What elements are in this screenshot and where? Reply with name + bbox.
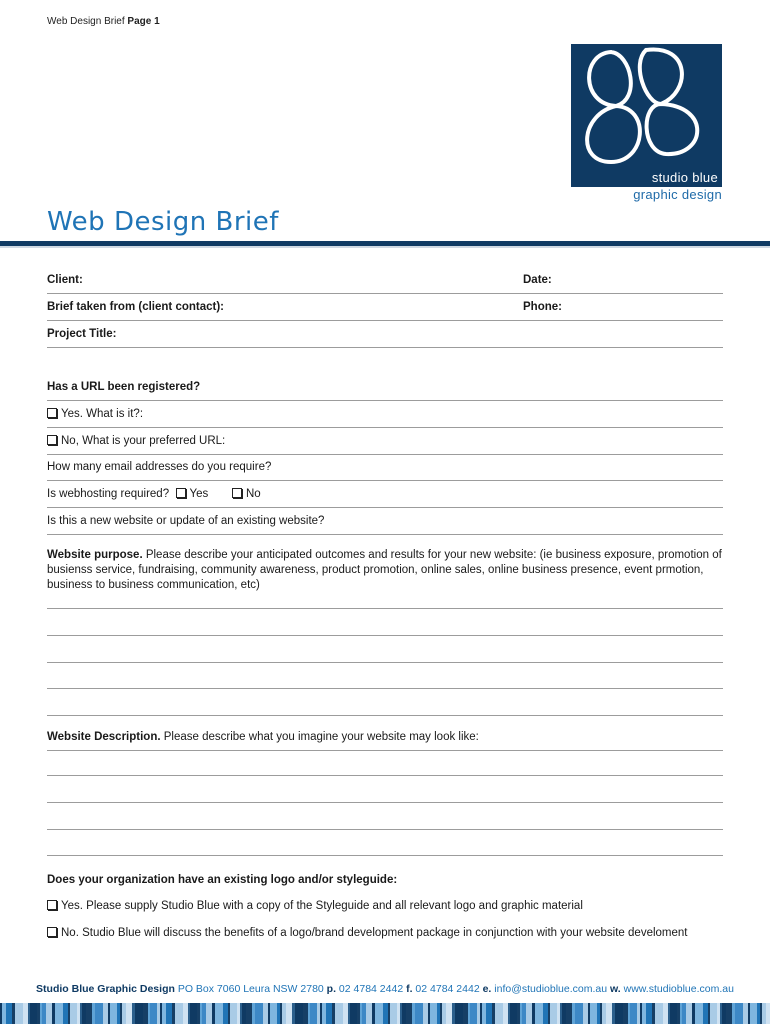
header-prefix: Web Design Brief — [47, 16, 128, 27]
stripe — [710, 1003, 717, 1024]
description-line[interactable] — [47, 855, 723, 856]
stripe — [510, 1003, 517, 1024]
logo-heading-text: Does your organization have an existing logo and/or styleguide: — [47, 874, 398, 886]
page-title: Web Design Brief — [47, 207, 279, 237]
stripe — [717, 1003, 720, 1024]
stripe — [343, 1003, 348, 1024]
stripe — [108, 1003, 110, 1024]
logo-yes-item[interactable] — [47, 899, 723, 914]
logo-yes-text: Yes. Please supply Studio Blue with a copy of the Styleguide and all relevant logo and graphic material — [61, 900, 583, 912]
project-title-row[interactable] — [47, 325, 723, 348]
brief-taken-label: Brief taken from (client contact): — [47, 301, 224, 313]
stripe — [68, 1003, 70, 1024]
stripe — [82, 1003, 86, 1024]
stripe — [646, 1003, 652, 1024]
stripe — [63, 1003, 68, 1024]
stripe — [606, 1003, 612, 1024]
stripe — [686, 1003, 692, 1024]
url-no-row[interactable] — [47, 432, 723, 455]
stripe — [286, 1003, 292, 1024]
stripe — [357, 1003, 360, 1024]
client-row[interactable] — [47, 271, 723, 294]
stripe — [390, 1003, 397, 1024]
stripe — [12, 1003, 15, 1024]
stripe — [440, 1003, 442, 1024]
footer-w-label: w. — [610, 983, 621, 995]
stripe — [566, 1003, 572, 1024]
stripe — [560, 1003, 562, 1024]
stripe — [317, 1003, 320, 1024]
stripe — [630, 1003, 637, 1024]
stripe — [360, 1003, 362, 1024]
purpose-line[interactable] — [47, 608, 723, 609]
stripe — [412, 1003, 415, 1024]
stripe — [132, 1003, 135, 1024]
stripe — [30, 1003, 37, 1024]
stripe — [437, 1003, 440, 1024]
footer-company: Studio Blue Graphic Design — [36, 983, 175, 995]
url-heading: Has a URL been registered? — [47, 381, 201, 393]
stripe — [197, 1003, 200, 1024]
stripe — [55, 1003, 63, 1024]
stripe — [652, 1003, 655, 1024]
stripe — [522, 1003, 526, 1024]
new-site-question: Is this a new website or update of an existing website? — [47, 515, 325, 527]
stripe — [46, 1003, 52, 1024]
stripe — [183, 1003, 188, 1024]
purpose-paragraph — [47, 548, 723, 593]
stripe — [663, 1003, 668, 1024]
stripe — [520, 1003, 522, 1024]
url-no-label: No, What is your preferred URL: — [61, 435, 226, 447]
title-rule-shadow — [0, 246, 770, 248]
stripe — [126, 1003, 132, 1024]
stripe — [200, 1003, 202, 1024]
stripe — [252, 1003, 255, 1024]
webhosting-row[interactable] — [47, 485, 723, 508]
url-heading-row — [47, 378, 723, 401]
new-site-row[interactable] — [47, 512, 723, 535]
stripe — [562, 1003, 566, 1024]
stripe — [295, 1003, 303, 1024]
stripe — [535, 1003, 543, 1024]
stripe — [23, 1003, 28, 1024]
stripe — [762, 1003, 766, 1024]
stripe — [468, 1003, 470, 1024]
stripe — [446, 1003, 452, 1024]
stripe — [148, 1003, 150, 1024]
stripe — [166, 1003, 172, 1024]
page-header — [47, 16, 160, 27]
stripe — [548, 1003, 550, 1024]
stripe — [52, 1003, 55, 1024]
stripe — [240, 1003, 242, 1024]
stripe — [602, 1003, 606, 1024]
logo-heading — [47, 873, 723, 888]
stripe — [246, 1003, 252, 1024]
stripe — [757, 1003, 760, 1024]
stripe — [406, 1003, 412, 1024]
studio-blue-logo — [571, 44, 722, 187]
stripe — [692, 1003, 695, 1024]
email-question: How many email addresses do you require? — [47, 461, 272, 473]
stripe — [117, 1003, 120, 1024]
description-label: Website Description. — [47, 731, 161, 743]
header-page: Page 1 — [127, 16, 160, 27]
stripe — [310, 1003, 317, 1024]
stripe — [492, 1003, 495, 1024]
stripe — [720, 1003, 722, 1024]
stripe — [37, 1003, 40, 1024]
stripe — [677, 1003, 680, 1024]
footer-fax: 02 4784 2442 — [412, 983, 483, 995]
webhosting-yes: Yes — [189, 488, 209, 500]
stripe — [480, 1003, 482, 1024]
stripe — [670, 1003, 677, 1024]
phone-label: Phone: — [523, 301, 562, 313]
stripe — [335, 1003, 343, 1024]
stripe — [517, 1003, 520, 1024]
stripe — [726, 1003, 732, 1024]
stripe — [732, 1003, 735, 1024]
checkbox-icon[interactable] — [47, 435, 57, 445]
stripe — [668, 1003, 670, 1024]
stripe — [303, 1003, 308, 1024]
stripe — [228, 1003, 230, 1024]
stripe — [42, 1003, 46, 1024]
footer-website[interactable]: www.studioblue.com.au — [620, 983, 734, 995]
stripe — [680, 1003, 682, 1024]
stripe — [362, 1003, 366, 1024]
stripe — [223, 1003, 228, 1024]
purpose-line[interactable] — [47, 662, 723, 663]
stripe — [157, 1003, 160, 1024]
url-yes-row[interactable] — [47, 405, 723, 428]
stripe — [600, 1003, 602, 1024]
date-label: Date: — [523, 274, 552, 286]
stripe — [160, 1003, 162, 1024]
stripe — [695, 1003, 703, 1024]
stripe — [270, 1003, 277, 1024]
purpose-text: Please describe your anticipated outcomes and results for your new website: (ie business exposure, promotion of busienss service, fundraising, community awareness, product promotion, online sales, online business presence, event prmotion, business to business communication, etc) — [47, 549, 722, 591]
stripe — [550, 1003, 557, 1024]
stripe — [495, 1003, 503, 1024]
stripe — [655, 1003, 663, 1024]
stripe — [242, 1003, 246, 1024]
brief-taken-row[interactable] — [47, 298, 723, 321]
footer-stripe-band — [0, 1003, 770, 1024]
stripe — [282, 1003, 286, 1024]
stripe — [202, 1003, 206, 1024]
stripe — [190, 1003, 197, 1024]
stripe — [640, 1003, 642, 1024]
stripe — [332, 1003, 335, 1024]
stripe — [415, 1003, 423, 1024]
stripe — [77, 1003, 80, 1024]
client-label: Client: — [47, 274, 83, 286]
stripe — [590, 1003, 597, 1024]
stripe — [682, 1003, 686, 1024]
stripe — [15, 1003, 23, 1024]
stripe — [175, 1003, 183, 1024]
stripe — [255, 1003, 263, 1024]
stripe — [268, 1003, 270, 1024]
stripe — [322, 1003, 326, 1024]
stripe — [350, 1003, 357, 1024]
stripe — [452, 1003, 455, 1024]
stripe — [70, 1003, 77, 1024]
stripe — [143, 1003, 148, 1024]
purpose-line[interactable] — [47, 635, 723, 636]
purpose-label: Website purpose. — [47, 549, 143, 561]
stripe — [375, 1003, 383, 1024]
stripe — [588, 1003, 590, 1024]
stripe — [28, 1003, 30, 1024]
logo-no-item[interactable] — [47, 926, 723, 941]
logo-no-text: No. Studio Blue will discuss the benefits of a logo/brand development package in conjunction with your website develoment — [61, 927, 688, 939]
stripe — [583, 1003, 588, 1024]
stripe — [6, 1003, 12, 1024]
stripe — [526, 1003, 532, 1024]
stripe — [0, 1003, 2, 1024]
logo-text-studio-blue: studio blue — [651, 170, 718, 185]
stripe — [326, 1003, 332, 1024]
stripe — [103, 1003, 108, 1024]
stripe — [486, 1003, 492, 1024]
checkbox-icon[interactable] — [47, 900, 57, 910]
stripe — [162, 1003, 166, 1024]
footer-phone: 02 4784 2442 — [336, 983, 407, 995]
stripe — [122, 1003, 126, 1024]
stripe — [110, 1003, 117, 1024]
stripe — [748, 1003, 750, 1024]
checkbox-icon[interactable] — [232, 488, 242, 498]
stripe — [750, 1003, 757, 1024]
description-line[interactable] — [47, 802, 723, 803]
stripe — [430, 1003, 437, 1024]
stripe — [80, 1003, 82, 1024]
stripe — [188, 1003, 190, 1024]
stripe — [40, 1003, 42, 1024]
stripe — [532, 1003, 535, 1024]
stripe — [637, 1003, 640, 1024]
stripe — [92, 1003, 95, 1024]
stripe — [597, 1003, 600, 1024]
stripe — [543, 1003, 548, 1024]
purpose-line[interactable] — [47, 715, 723, 716]
stripe — [277, 1003, 280, 1024]
stripe — [2, 1003, 6, 1024]
stripe — [212, 1003, 215, 1024]
checkbox-icon[interactable] — [176, 488, 186, 498]
stripe — [423, 1003, 428, 1024]
stripe — [760, 1003, 762, 1024]
stripe — [135, 1003, 143, 1024]
footer-contact — [0, 983, 770, 995]
webhosting-no: No — [246, 488, 261, 500]
stripe — [86, 1003, 92, 1024]
stripe — [503, 1003, 508, 1024]
stripe — [628, 1003, 630, 1024]
stripe — [308, 1003, 310, 1024]
stripe — [348, 1003, 350, 1024]
stripe — [215, 1003, 223, 1024]
webhosting-question: Is webhosting required? — [47, 488, 170, 500]
stripe — [280, 1003, 282, 1024]
stripe — [388, 1003, 390, 1024]
stripe — [292, 1003, 295, 1024]
checkbox-icon[interactable] — [47, 927, 57, 937]
stripe — [623, 1003, 628, 1024]
stripe — [400, 1003, 402, 1024]
url-yes-label: Yes. What is it?: — [61, 408, 144, 420]
logo-monogram — [571, 44, 722, 187]
stripe — [463, 1003, 468, 1024]
stripe — [366, 1003, 372, 1024]
description-text: Please describe what you imagine your website may look like: — [160, 731, 479, 743]
stripe — [120, 1003, 122, 1024]
footer-address: PO Box 7060 Leura NSW 2780 — [174, 983, 327, 995]
stripe — [320, 1003, 322, 1024]
stripe — [428, 1003, 430, 1024]
footer-e-label: e. — [482, 983, 492, 995]
stripe — [455, 1003, 463, 1024]
stripe — [766, 1003, 770, 1024]
stripe — [402, 1003, 406, 1024]
stripe — [383, 1003, 388, 1024]
stripe — [703, 1003, 708, 1024]
footer-p-label: p. — [326, 983, 337, 995]
email-row[interactable] — [47, 458, 723, 481]
stripe — [722, 1003, 726, 1024]
stripe — [237, 1003, 240, 1024]
stripe — [206, 1003, 212, 1024]
checkbox-icon[interactable] — [47, 408, 57, 418]
stripe — [735, 1003, 743, 1024]
stripe — [470, 1003, 477, 1024]
stripe — [442, 1003, 446, 1024]
stripe — [230, 1003, 237, 1024]
stripe — [508, 1003, 510, 1024]
footer-email[interactable]: info@studioblue.com.au — [491, 983, 611, 995]
stripe — [612, 1003, 615, 1024]
stripe — [615, 1003, 623, 1024]
stripe — [263, 1003, 268, 1024]
description-line[interactable] — [47, 775, 723, 776]
description-row[interactable] — [47, 728, 723, 751]
stripe — [708, 1003, 710, 1024]
stripe — [150, 1003, 157, 1024]
footer-f-label: f. — [406, 983, 413, 995]
stripe — [482, 1003, 486, 1024]
stripe — [95, 1003, 103, 1024]
stripe — [477, 1003, 480, 1024]
stripe — [172, 1003, 175, 1024]
description-line[interactable] — [47, 829, 723, 830]
stripe — [743, 1003, 748, 1024]
stripe — [575, 1003, 583, 1024]
purpose-line[interactable] — [47, 688, 723, 689]
stripe — [372, 1003, 375, 1024]
stripe — [557, 1003, 560, 1024]
project-title-label: Project Title: — [47, 328, 117, 340]
logo-text-graphic-design: graphic design — [633, 187, 722, 202]
stripe — [397, 1003, 400, 1024]
stripe — [572, 1003, 575, 1024]
stripe — [642, 1003, 646, 1024]
